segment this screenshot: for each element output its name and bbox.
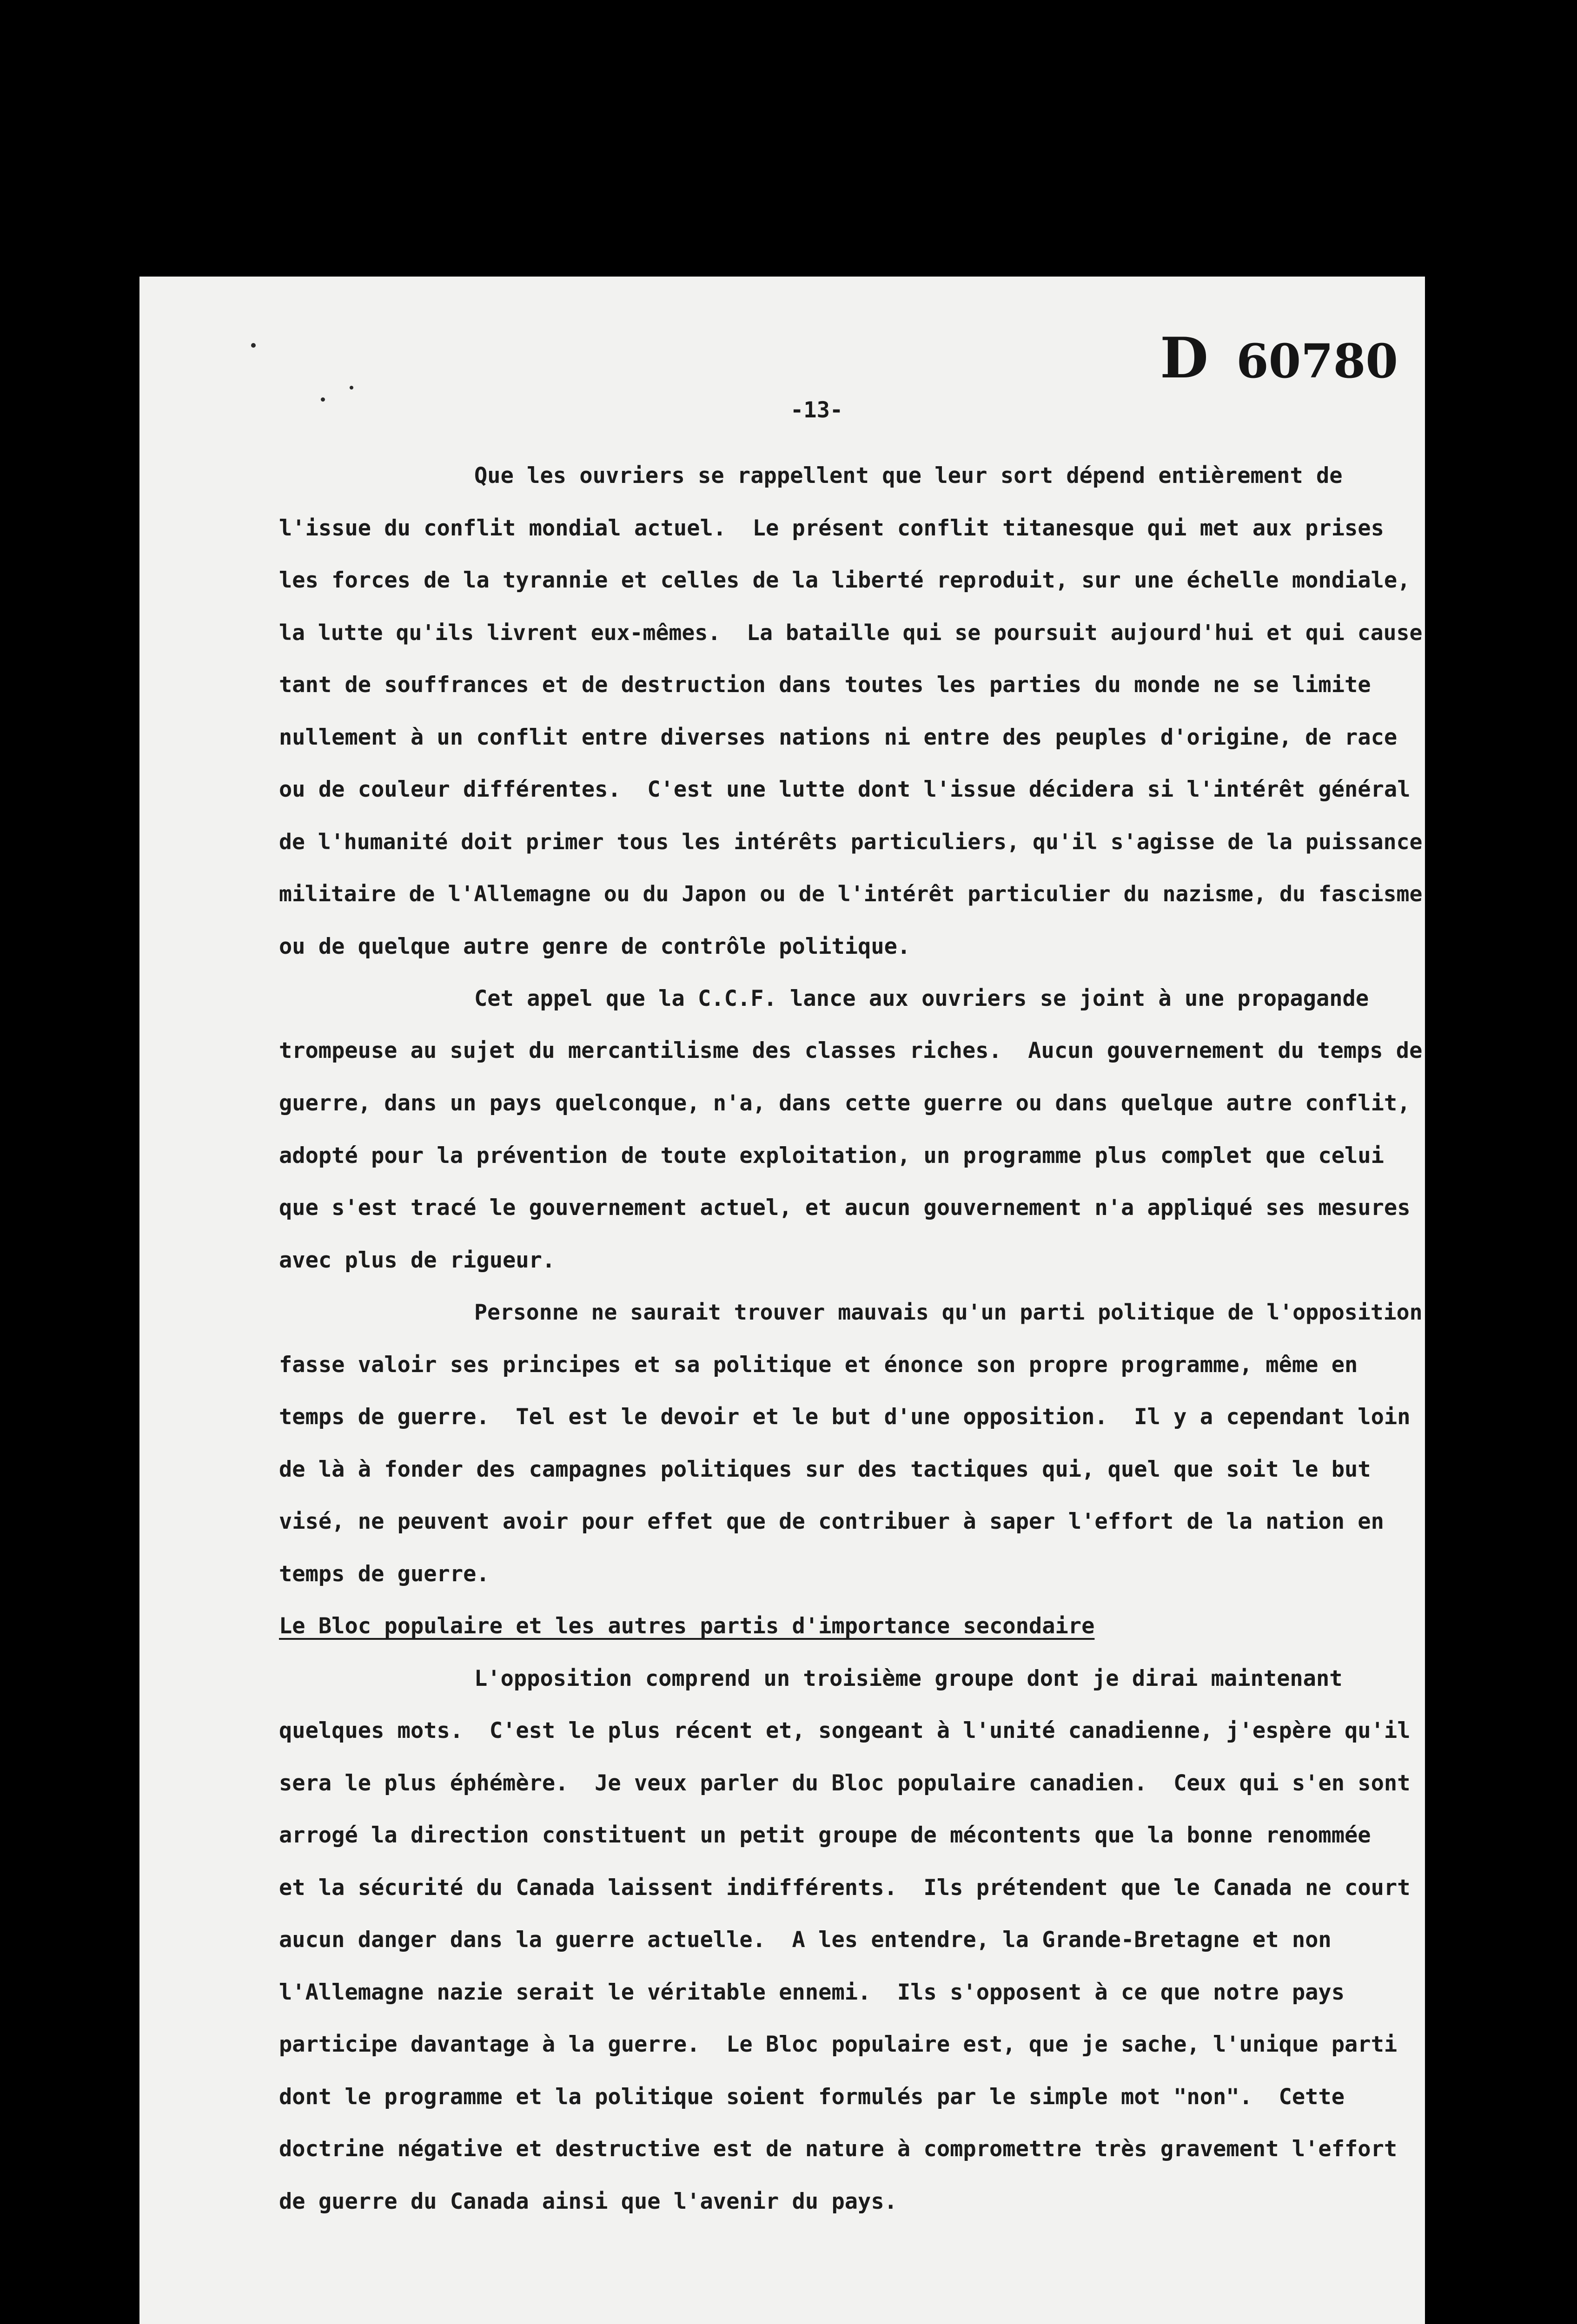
text-line: dont le programme et la politique soient formulés par le simple mot "non". Cette [279,2084,1345,2110]
text-line: participe davantage à la guerre. Le Bloc populaire est, que je sache, l'unique parti [279,2032,1398,2057]
text-line: avec plus de rigueur. [279,1248,556,1273]
scan-speck [321,397,325,402]
scan-speck [251,343,256,348]
text-line: les forces de la tyrannie et celles de la liberté reproduit, sur une échelle mondiale, [279,568,1411,593]
text-line: Que les ouvriers se rappellent que leur sort dépend entièrement de [474,463,1343,489]
text-line: de l'humanité doit primer tous les intérêts particuliers, qu'il s'agisse de la puissance [279,829,1423,854]
text-line: fasse valoir ses principes et sa politique et énonce son propre programme, même en [279,1352,1358,1378]
text-line: de guerre du Canada ainsi que l'avenir du pays. [279,2189,897,2214]
text-line: L'opposition comprend un troisième groupe dont je dirai maintenant [474,1666,1343,1691]
text-line: de là à fonder des campagnes politiques sur des tactiques qui, quel que soit le but [279,1457,1371,1482]
text-line: que s'est tracé le gouvernement actuel, et aucun gouvernement n'a appliqué ses mesures [279,1195,1411,1221]
text-line: Cet appel que la C.C.F. lance aux ouvriers se joint à une propagande [474,986,1369,1011]
text-line: ou de quelque autre genre de contrôle politique. [279,934,911,959]
text-line: tant de souffrances et de destruction dans toutes les parties du monde ne se limite [279,672,1371,698]
text-line: temps de guerre. Tel est le devoir et le but d'une opposition. Il y a cependant loin [279,1404,1411,1430]
archive-stamp [1160,325,1398,391]
text-line: Personne ne saurait trouver mauvais qu'un parti politique de l'opposition [474,1300,1423,1325]
archive-number: 60780 [1236,334,1398,389]
archive-series-letter: D [1160,325,1209,391]
page-number: -13- [790,397,843,423]
text-line: guerre, dans un pays quelconque, n'a, dans cette guerre ou dans quelque autre conflit, [279,1090,1411,1116]
text-line: l'Allemagne nazie serait le véritable ennemi. Ils s'opposent à ce que notre pays [279,1980,1345,2005]
text-line: temps de guerre. [279,1561,490,1587]
text-line: l'issue du conflit mondial actuel. Le présent conflit titanesque qui met aux prises [279,515,1384,541]
text-line: aucun danger dans la guerre actuelle. A les entendre, la Grande-Bretagne et non [279,1927,1332,1953]
text-line: et la sécurité du Canada laissent indifférents. Ils prétendent que le Canada ne court [279,1875,1411,1901]
text-line: militaire de l'Allemagne ou du Japon ou de l'intérêt particulier du nazisme, du fascisme [279,881,1423,906]
text-line: trompeuse au sujet du mercantilisme des classes riches. Aucun gouvernement du temps de [279,1038,1423,1063]
text-line: ou de couleur différentes. C'est une lutte dont l'issue décidera si l'intérêt général [279,777,1411,802]
text-line: adopté pour la prévention de toute exploitation, un programme plus complet que celui [279,1143,1384,1169]
text-line: nullement à un conflit entre diverses nations ni entre des peuples d'origine, de race [279,725,1398,750]
text-line: visé, ne peuvent avoir pour effet que de contribuer à saper l'effort de la nation en [279,1509,1384,1534]
text-line: la lutte qu'ils livrent eux-mêmes. La bataille qui se poursuit aujourd'hui et qui cause [279,620,1423,645]
text-line: sera le plus éphémère. Je veux parler du Bloc populaire canadien. Ceux qui s'en sont [279,1770,1411,1796]
text-line: doctrine négative et destructive est de nature à compromettre très gravement l'effort [279,2136,1398,2162]
section-heading: Le Bloc populaire et les autres partis d'importance secondaire [279,1613,1095,1639]
text-line: quelques mots. C'est le plus récent et, songeant à l'unité canadienne, j'espère qu'il [279,1718,1411,1743]
text-line: arrogé la direction constituent un petit groupe de mécontents que la bonne renommée [279,1822,1371,1848]
scan-speck [350,386,353,390]
